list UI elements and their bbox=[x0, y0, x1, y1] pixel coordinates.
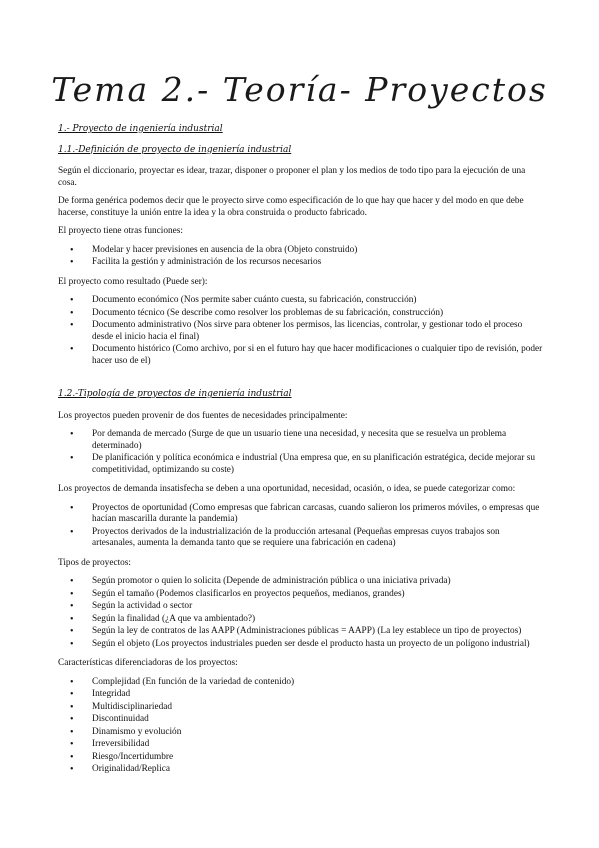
paragraph: El proyecto como resultado (Puede ser): bbox=[58, 276, 208, 287]
list-item: • Según promotor o quien lo solicita (Depende de administración pública o una iniciativa privada) bbox=[92, 576, 544, 588]
paragraph: De forma genérica podemos decir que le proyecto sirve como especificación de lo que hay que hacer y del modo en que debe hacerse, constituye la unión entre la idea y la obra construida o producto fabricado. bbox=[58, 196, 524, 218]
paragraph: Según el diccionario, proyectar es idear, trazar, disponer o proponer el plan y los medios de todo tipo para la ejecución de una cosa. bbox=[58, 166, 526, 188]
list-item: • Originalidad/Replica bbox=[92, 764, 544, 776]
list-item: • Proyectos derivados de la industrialización de la producción artesanal (Pequeñas empresas cuyos trabajos son artesanales, aumenta la demanda tanto que se requiere una fabricación en cadena) bbox=[92, 527, 544, 550]
list-item: • Según la actividad o sector bbox=[92, 601, 544, 613]
list-item: • Multidisciplinariedad bbox=[92, 702, 544, 714]
list-item: • Integridad bbox=[92, 689, 544, 701]
list-item: • Complejidad (En función de la variedad de contenido) bbox=[92, 677, 544, 689]
results-list bbox=[58, 295, 544, 367]
list-item: • Proyectos de oportunidad (Como empresas que fabrican carcasas, cuando salieron los primeros móviles, o empresas que hacían mascarilla durante la pandemia) bbox=[92, 503, 544, 526]
list-item: • Por demanda de mercado (Surge de que un usuario tiene una necesidad, y necesita que se resuelva un problema determinado) bbox=[92, 429, 544, 452]
subsection-heading: 1.2.-Tipología de proyectos de ingeniería industrial bbox=[58, 389, 292, 399]
demand-list bbox=[58, 503, 544, 550]
paragraph: Los proyectos pueden provenir de dos fuentes de necesidades principalmente: bbox=[58, 410, 348, 421]
subsection-heading: 1.1.-Definición de proyecto de ingeniería industrial bbox=[58, 144, 292, 155]
document-body bbox=[58, 124, 544, 784]
list-item: • Documento económico (Nos permite saber cuánto cuesta, su fabricación, construcción) bbox=[92, 295, 544, 307]
list-item: • Dinamismo y evolución bbox=[92, 727, 544, 739]
paragraph: Tipos de proyectos: bbox=[58, 557, 131, 568]
types-list bbox=[58, 576, 544, 650]
list-item: • Modelar y hacer previsiones en ausencia de la obra (Objeto construido) bbox=[92, 245, 544, 257]
list-item: • Documento administrativo (Nos sirve para obtener los permisos, las licencias, controlar, y gestionar todo el proceso desde el inicio hacia el final) bbox=[92, 320, 544, 343]
list-item: • Irreversibilidad bbox=[92, 739, 544, 751]
document-title: Tema 2.- Teoría- Proyectos bbox=[51, 70, 548, 109]
sources-list bbox=[58, 429, 544, 476]
list-item: • De planificación y política económica e industrial (Una empresa que, en su planificación estratégica, decide mejorar su competitividad, optimizando su coste) bbox=[92, 453, 544, 476]
features-list bbox=[58, 677, 544, 776]
functions-list bbox=[58, 245, 544, 269]
list-item: • Riesgo/Incertidumbre bbox=[92, 752, 544, 764]
list-item: • Discontinuidad bbox=[92, 714, 544, 726]
list-item: • Según la finalidad (¿A que va ambientado?) bbox=[92, 614, 544, 626]
paragraph: Los proyectos de demanda insatisfecha se deben a una oportunidad, necesidad, ocasión, o idea, se puede categorizar como: bbox=[58, 484, 516, 494]
list-item: • Según el objeto (Los proyectos industriales pueden ser desde el producto hasta un proyecto de un polígono industrial) bbox=[92, 639, 544, 651]
list-item: • Documento técnico (Se describe como resolver los problemas de su fabricación, construcción) bbox=[92, 308, 544, 320]
list-item: • Según el tamaño (Podemos clasificarlos en proyectos pequeños, medianos, grandes) bbox=[92, 589, 544, 601]
list-item: • Según la ley de contratos de las AAPP (Administraciones públicas = AAPP) (La ley establece un tipo de proyectos) bbox=[92, 626, 544, 638]
paragraph: El proyecto tiene otras funciones: bbox=[58, 226, 183, 236]
list-item: • Facilita la gestión y administración de los recursos necesarios bbox=[92, 257, 544, 269]
list-item: • Documento histórico (Como archivo, por si en el futuro hay que hacer modificaciones o cualquier tipo de revisión, poder hacer uso de el) bbox=[92, 344, 544, 367]
section-heading: 1.- Proyecto de ingeniería industrial bbox=[58, 124, 223, 134]
paragraph: Características diferenciadoras de los proyectos: bbox=[58, 658, 238, 668]
